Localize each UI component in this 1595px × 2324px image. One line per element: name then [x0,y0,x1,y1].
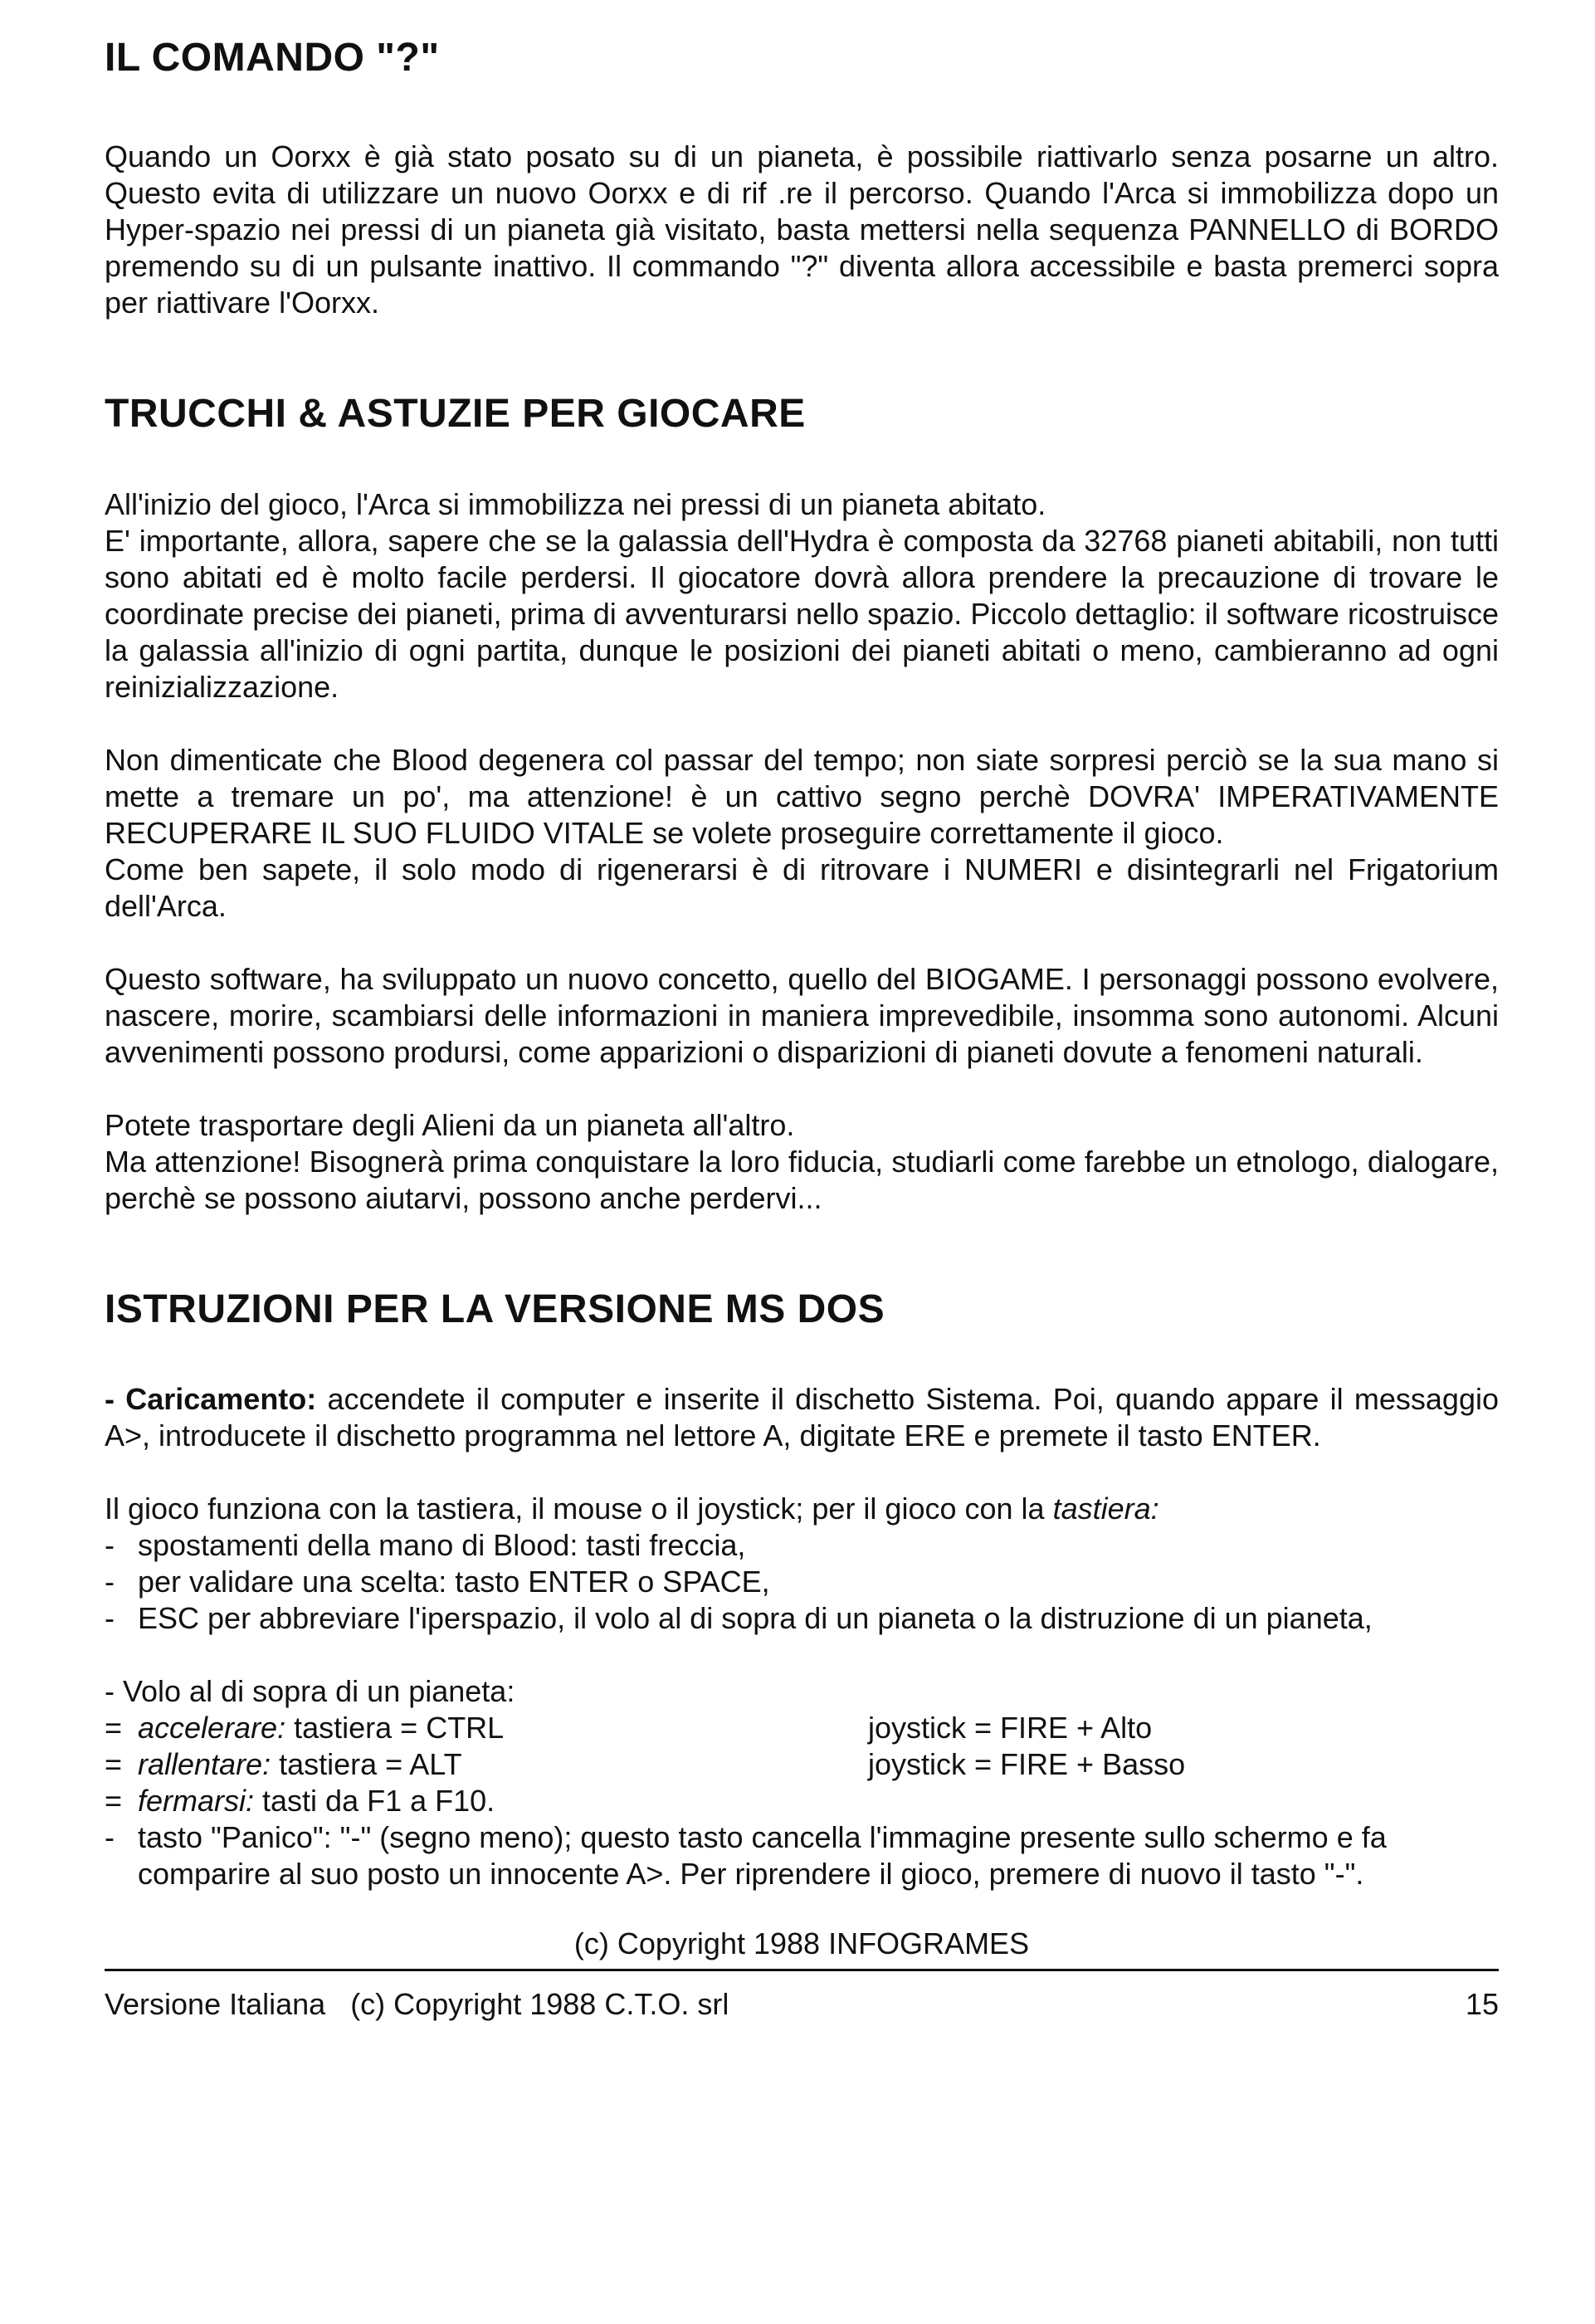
trucchi-paragraph-2: E' importante, allora, sapere che se la galassia dell'Hydra è composta da 32768 pianeti abitabili, non tutti sono abitati ed è molto facile perdersi. Il giocatore dovrà allora prendere la precauzione di trovare le coordinate precise dei pianeti, prima di avventurarsi nello spazio. Piccolo dettaglio: il software ricostruisce la galassia all'inizio di ogni partita, dunque le posizioni dei pianeti abitati o meno, cambieranno ad ogni reinizializzazione. [105,524,1499,705]
footer-divider [105,1969,1499,1971]
footer-left: Versione Italiana (c) Copyright 1988 C.T.O. srl [105,1986,729,2021]
list-item: - ESC per abbreviare l'iperspazio, il volo al di sopra di un pianeta o la distruzione di un pianeta, [105,1600,1373,1635]
flight-controls [105,1673,1499,1892]
flight-row-slow: = rallentare: tastiera = ALT joystick = FIRE + Basso [105,1746,1186,1781]
section-title-trucchi: TRUCCHI & ASTUZIE PER GIOCARE [105,392,806,437]
page-footer [105,1986,1499,2023]
copyright-credit: (c) Copyright 1988 INFOGRAMES [573,1926,1030,1960]
trucchi-paragraph-7: Ma attenzione! Bisognerà prima conquistare la loro fiducia, studiarli come farebbe un etnologo, dialogare, perchè se possono aiutarvi, possono anche perdervi... [105,1145,1499,1216]
trucchi-paragraph-6: Potete trasportare degli Alieni da un pianeta all'altro. [105,1108,795,1143]
keyboard-list [105,1527,1499,1637]
trucchi-paragraph-5: Questo software, ha sviluppato un nuovo concetto, quello del BIOGAME. I personaggi possono evolvere, nascere, morire, scambiarsi delle informazioni in maniera imprevedibile, insomma sono autonomi. Alcuni avvenimenti possono prodursi, come apparizioni o disparizioni di pianeti dovute a fenomeni naturali. [105,962,1499,1070]
controls-intro-text: Il gioco funziona con la tastiera, il mouse o il joystick; per il gioco con la [105,1491,1045,1526]
flight-header: - Volo al di sopra di un pianeta: [105,1673,515,1708]
trucchi-paragraph-1: All'inizio del gioco, l'Arca si immobilizza nei pressi di un pianeta abitato. [105,487,1046,522]
trucchi-paragraph-4: Come ben sapete, il solo modo di rigenerarsi è di ritrovare i NUMERI e disintegrarli nel Frigatorium dell'Arca. [105,852,1499,924]
controls-intro-keyboard: tastiera: [1052,1491,1159,1526]
loading-label: - Caricamento: [105,1381,317,1416]
list-item: - tasto "Panico": "-" (segno meno); questo tasto cancella l'immagine presente sullo schermo e fa comparire al suo posto un innocente A>. Per riprendere il gioco, premere di nuovo il tasto "-". [105,1819,1387,1891]
loading-paragraph [105,1381,1499,1454]
panic-list [105,1819,1499,1892]
page-number: 15 [1465,1986,1499,2021]
controls-intro [105,1491,1499,1527]
flight-row-stop: = fermarsi: tasti da F1 a F10. [105,1783,495,1818]
trucchi-paragraph-3: Non dimenticate che Blood degenera col passar del tempo; non siate sorpresi perciò se la sua mano si mette a tremare un po', ma attenzione! è un cattivo segno perchè DOVRA' IMPERATIVAMENTE RECUPERARE IL SUO FLUIDO VITALE se volete proseguire correttamente il gioco. [105,743,1499,851]
section-title-comando: IL COMANDO "?" [105,36,440,80]
flight-row-accelerate: = accelerare: tastiera = CTRL joystick = FIRE + Alto [105,1710,1153,1745]
list-item: - per validare una scelta: tasto ENTER o SPACE, [105,1564,770,1599]
loading-text: accendete il computer e inserite il dischetto Sistema. Poi, quando appare il messaggio A>, introducete il dischetto programma nel lettore A, digitate ERE e premete il tasto ENTER. [105,1381,1499,1452]
comando-body: Quando un Oorxx è già stato posato su di un pianeta, è possibile riattivarlo senza posarne un altro. Questo evita di utilizzare un nuovo Oorxx e di rif .re il percorso. Quando l'Arca si immobilizza dopo un Hyper-spazio nei pressi di un pianeta già visitato, basta mettersi nella sequenza PANNELLO di BORDO premendo su di un pulsante inattivo. Il commando "?" diventa allora accessibile e basta premerci sopra per riattivare l'Oorxx. [105,139,1499,320]
manual-page [105,33,1499,2023]
section-title-msdos: ISTRUZIONI PER LA VERSIONE MS DOS [105,1287,885,1332]
list-item: - spostamenti della mano di Blood: tasti freccia, [105,1527,746,1562]
